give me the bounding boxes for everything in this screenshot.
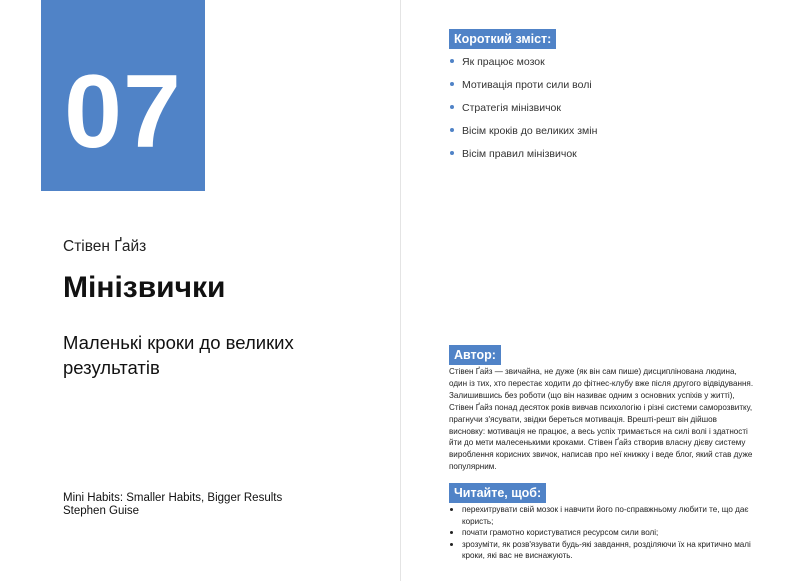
author-heading: Автор: bbox=[449, 345, 501, 365]
list-item: Мотивація проти сили волі bbox=[449, 77, 779, 100]
list-item: Вісім кроків до великих змін bbox=[449, 123, 779, 146]
list-item: перехитрувати свій мозок і навчити його по-справжньому любити те, що дає користь; bbox=[449, 504, 754, 527]
list-item: почати грамотно користуватися ресурсом сили волі; bbox=[449, 527, 754, 539]
list-item: Вісім правил мінізвичок bbox=[449, 146, 779, 169]
author-bio: Стівен Ґайз — звичайна, не дуже (як він сам пише) дисциплінована людина, один із тих, хто перестає ходити до фітнес-клубу вже після другого відвідування. Залишившись без роботи (що він називає одним з основних успіхів у житті), Стівен Ґайз понад десяток років вивчав психологію і різні системи саморозвитку, прагнучи з'ясувати, звідки береться мотивація. Врешті-решт він дійшов висновку: мотивація не працює, а весь успіх тримається на силі волі і здатності йти до мети малесенькими кроками. Стівен Ґайз створив власну дієву систему вироблення корисних звичок, написав про неї книжку і веде блог, який став дуже популярним. bbox=[449, 367, 754, 472]
original-title: Mini Habits: Smaller Habits, Bigger Results bbox=[63, 492, 283, 504]
original-author: Stephen Guise bbox=[63, 505, 140, 517]
chapter-number: 07 bbox=[64, 54, 182, 170]
book-author: Стівен Ґайз bbox=[63, 238, 147, 255]
book-title: Мінізвички bbox=[63, 271, 226, 304]
read-to-list bbox=[449, 504, 754, 562]
list-item: зрозуміти, як розв'язувати будь-які завдання, розділяючи їх на критично малі кроки, які вас не виснажують. bbox=[449, 539, 754, 562]
book-subtitle: Маленькі кроки до великих результатів bbox=[63, 332, 294, 378]
list-item: Як працює мозок bbox=[449, 54, 779, 77]
summary-list bbox=[449, 54, 779, 169]
read-to-heading: Читайте, щоб: bbox=[449, 483, 546, 503]
chapter-number-block bbox=[41, 0, 205, 191]
list-item: Стратегія мінізвичок bbox=[449, 100, 779, 123]
summary-heading: Короткий зміст: bbox=[449, 29, 556, 49]
